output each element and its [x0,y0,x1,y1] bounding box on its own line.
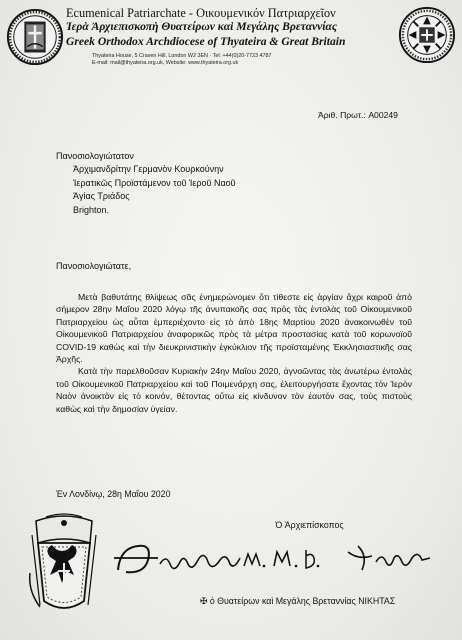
letterhead [66,6,396,67]
body-paragraph-1: Μετὰ βαθυτάτης θλίψεως σᾶς ἐνημερώνομεν ὅτι τίθεστε εἰς ἀργίαν ἄχρι καιροῦ ἀπὸ σήμερον 28ην Μαΐου 2020 λόγῳ τῆς ἀνυπακοῆς σας πρὸς τὰς ἐντολὰς τοῦ Οἰκουμενικοῦ Πατριαρχείου ὡς αὗται ἐμπεριέχοντο εἰς τὸ ἀπὸ 18ης Μαρτίου 2020 ἀνακοινωθὲν τοῦ Οἰκουμενικοῦ Πατριαρχείου ἀναφορικῶς πρὸς τὰ μέτρα προστασίας κατὰ τοῦ κορωνοϊοῦ COVID-19 καθὼς καὶ τὴν διευκρινιστικὴν ἐγκύκλιον τῆς προϊσταμένης Ἐκκλησιαστικῆς σας Ἀρχῆς. [56,292,412,365]
recipient-city: Brighton. [73,204,110,215]
recipient-church: Ἁγίας Τριάδος [73,191,130,202]
letterhead-line-patriarchate: Ecumenical Patriarchate - Οικουμενικόν Πατριαρχεῖον [66,6,336,20]
patriarchal-seal-icon [6,8,64,66]
handwritten-signature [112,540,452,580]
salutation: Πανοσιολογιώτατε, [56,261,132,271]
archdiocese-emblem-icon [398,6,456,64]
dateline: Ἐν Λονδίνῳ, 28η Μαΐου 2020 [56,489,171,499]
recipient-block [56,150,236,217]
body-paragraph-2: Κατὰ τὴν παρελθοῦσαν Κυριακὴν 24ην Μαΐου 2020, ἀγνοῶντας τὰς ἀνωτέρω ἐντολὰς τοῦ Οἰκουμενικοῦ Πατριαρχείου καὶ τοῦ Ποιμενάρχη σας, ἐλειτουργήσατε ἔχοντας τὸν Ἱερὸν Ναὸν ἀνοικτὸν εἰς τὸ κοινόν, θέτοντας οὕτω εἰς κίνδυνον τὸν ἑαυτόν σας, τοὺς πιστοὺς καθὼς καὶ τὴν δημοσίαν ὑγείαν. [56,366,412,414]
recipient-name: Ἀρχιμανδρίτην Γερμανὸν Κουρκούνην [73,164,224,175]
signature-title: Ὁ Ἀρχιεπίσκοπος [275,520,344,530]
letterhead-contact: E-mail: mail@thyateira.org.uk, Website: www.thyateira.org.uk [92,60,239,66]
recipient-honorific: Πανοσιολογιώτατον [56,151,134,161]
protocol-number: Ἀριθ. Πρωτ.: A00249 [318,110,398,120]
letterhead-line-archdiocese-greek: Ἱερὰ Ἀρχιεπισκοπὴ Θυατείρων καὶ Μεγάλης Βρεταννίας [66,20,338,33]
signatory-name: ✠ ὁ Θυατείρων καὶ Μεγάλης Βρεταννίας ΝΙΚΗΤΑΣ [200,596,396,606]
double-headed-eagle-emblem-icon [28,513,100,613]
recipient-position: Ἱερατικῶς Προϊστάμενον τοῦ Ἱεροῦ Ναοῦ [73,177,236,188]
letterhead-line-archdiocese-english: Greek Orthodox Archdiocese of Thyateira & Great Britain [66,35,346,48]
letter-body [56,291,412,415]
letterhead-address: Thyateira House, 5 Craven Hill, London W2 3EN · Tel: +44(0)20-7723 4787 [92,53,272,59]
